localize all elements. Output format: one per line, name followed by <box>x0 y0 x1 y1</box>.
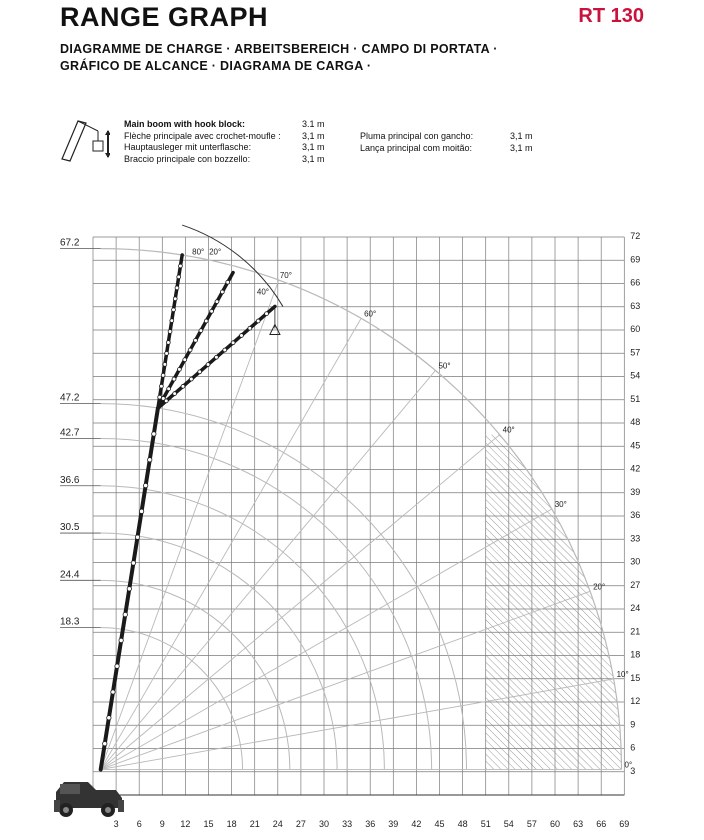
jib-node <box>231 341 235 345</box>
y-tick-label: 45 <box>630 440 641 451</box>
y-tick-label: 63 <box>630 300 641 311</box>
x-tick-label: 27 <box>295 819 306 829</box>
angle-label: 0° <box>624 760 633 770</box>
main-boom-node <box>103 741 107 745</box>
y-tick-label: 72 <box>630 231 641 241</box>
y-tick-label: 18 <box>630 649 641 660</box>
y-tick-label: 36 <box>630 510 641 520</box>
jib-node <box>210 309 214 313</box>
main-boom-node <box>127 587 131 591</box>
jib-node <box>165 352 169 356</box>
angle-ray <box>101 509 552 769</box>
angle-label: 30° <box>554 500 567 510</box>
angle-ray <box>101 370 436 769</box>
page-title: RANGE GRAPH <box>60 2 269 32</box>
y-tick-label: 12 <box>630 696 641 706</box>
legend-value: 3,1 m <box>302 153 325 164</box>
jib-node <box>226 280 230 284</box>
legend-value: 3,1 m <box>510 131 533 141</box>
main-boom-node <box>123 612 127 616</box>
y-tick-label: 54 <box>630 370 641 381</box>
jib-node <box>172 377 176 381</box>
legend-label: Pluma principal con gancho: <box>360 131 474 141</box>
x-tick-label: 54 <box>503 819 514 829</box>
legend-label: Main boom with hook block: <box>124 119 245 129</box>
x-tick-label: 21 <box>249 819 260 829</box>
jib-node <box>189 377 193 381</box>
jib-node <box>183 358 187 362</box>
jib-node <box>173 392 177 396</box>
x-tick-label: 15 <box>203 819 214 829</box>
x-tick-label: 45 <box>434 819 445 829</box>
main-boom-node <box>107 716 111 720</box>
jib-node <box>170 319 174 323</box>
x-tick-label: 60 <box>549 819 561 829</box>
y-tick-label: 27 <box>630 579 641 590</box>
y-tick-label: 15 <box>630 672 641 683</box>
x-tick-label: 48 <box>457 819 468 829</box>
angle-label: 70° <box>279 271 292 281</box>
x-tick-label: 57 <box>526 819 537 829</box>
y-tick-label: 48 <box>630 417 641 427</box>
x-tick-label: 33 <box>342 819 353 829</box>
y-tick-label: 60 <box>630 324 641 334</box>
jib-offset-label: 40° <box>256 287 270 297</box>
legend-label: Lança principal com moitão: <box>360 142 473 153</box>
boom-length-label: 24.4 <box>60 569 80 581</box>
y-tick-label: 30 <box>630 556 641 567</box>
jib-offset-label: 20° <box>209 247 222 257</box>
angle-label: 80° <box>192 247 205 257</box>
x-tick-label: 36 <box>365 819 376 829</box>
main-boom-node <box>148 458 152 462</box>
jib-node <box>173 297 177 301</box>
y-tick-label: 24 <box>630 603 641 613</box>
boom-length-label: 18.3 <box>60 616 80 628</box>
boom-length-label: 30.5 <box>60 522 80 534</box>
jib-node <box>168 330 172 334</box>
y-tick-label: 57 <box>630 347 641 358</box>
legend-value: 3,1 m <box>302 130 325 141</box>
y-tick-label: 66 <box>630 277 641 288</box>
y-tick-label: 69 <box>630 254 641 265</box>
legend-value: 3,1 m <box>510 142 533 153</box>
x-tick-label: 63 <box>573 819 584 829</box>
jib-node <box>159 384 163 388</box>
jib-node <box>172 308 176 312</box>
main-boom-node <box>135 535 139 539</box>
jib-node <box>179 264 183 268</box>
x-tick-label: 39 <box>388 819 399 829</box>
main-boom-node <box>111 690 115 694</box>
angle-label: 50° <box>438 361 451 371</box>
jib-node <box>265 312 269 316</box>
jib-node <box>204 319 208 323</box>
y-tick-label: 21 <box>630 626 641 637</box>
jib-node <box>198 370 202 374</box>
jib-node <box>214 355 218 359</box>
boom-length-label: 67.2 <box>60 237 80 249</box>
subtitle-line-1: DIAGRAMME DE CHARGE · ARBEITSBEREICH · CAMPO DI PORTATA · <box>60 42 498 56</box>
jib-node <box>167 387 171 391</box>
jib-node <box>188 348 192 352</box>
jib-node <box>194 338 198 342</box>
boom-length-label: 42.7 <box>60 427 80 439</box>
model-name: RT 130 <box>578 5 644 27</box>
jib-node <box>220 290 224 294</box>
jib-node <box>256 319 260 323</box>
boom-length-label: 36.6 <box>60 474 80 486</box>
x-tick-label: 51 <box>480 819 491 829</box>
jib-node <box>215 300 219 304</box>
main-boom-node <box>115 664 119 668</box>
y-tick-label: 6 <box>630 742 636 753</box>
jib-node <box>181 384 185 388</box>
legend-label: Hauptausleger mit unterflasche: <box>124 142 252 152</box>
jib-node <box>177 367 181 371</box>
jib-node <box>161 373 165 377</box>
y-tick-label: 39 <box>630 486 641 497</box>
jib-node <box>177 275 181 279</box>
main-boom-node <box>119 638 123 642</box>
x-tick-label: 66 <box>596 819 607 829</box>
x-tick-label: 6 <box>136 819 142 829</box>
y-tick-label: 51 <box>630 393 641 404</box>
legend-value: 3.1 m <box>302 119 325 129</box>
angle-label: 10° <box>616 669 629 679</box>
x-tick-label: 9 <box>159 819 165 829</box>
main-boom-node <box>143 483 147 487</box>
main-boom-node <box>139 509 143 513</box>
jib-node <box>175 286 179 290</box>
y-tick-label: 3 <box>630 765 636 776</box>
main-boom-node <box>131 561 135 565</box>
x-tick-label: 30 <box>318 819 330 829</box>
crane-icon <box>54 782 124 817</box>
x-tick-label: 3 <box>113 819 119 829</box>
jib-node <box>199 329 203 333</box>
jib-node <box>163 362 167 366</box>
boom-length-label: 47.2 <box>60 392 80 404</box>
y-tick-label: 9 <box>630 719 636 730</box>
y-tick-label: 42 <box>630 463 641 474</box>
legend-value: 3,1 m <box>302 142 325 152</box>
y-tick-label: 33 <box>630 533 641 544</box>
x-tick-label: 69 <box>619 819 630 829</box>
x-tick-label: 12 <box>180 819 191 829</box>
x-tick-label: 18 <box>226 819 237 829</box>
angle-label: 20° <box>593 582 606 592</box>
jib-node <box>166 341 170 345</box>
subtitle-line-2: GRÁFICO DE ALCANCE · DIAGRAMA DE CARGA · <box>60 59 372 73</box>
jib-node <box>248 326 252 330</box>
jib-node <box>240 334 244 338</box>
x-tick-label: 42 <box>411 819 422 829</box>
angle-label: 40° <box>502 425 515 435</box>
angle-label: 60° <box>364 309 377 319</box>
jib-node <box>164 399 168 403</box>
x-tick-label: 24 <box>272 819 283 829</box>
jib-node <box>206 363 210 367</box>
main-boom-node <box>152 432 156 436</box>
legend-label: Flèche principale avec crochet-moufle : <box>124 130 281 141</box>
jib-node <box>223 348 227 352</box>
legend-label: Braccio principale con bozzello: <box>124 153 251 164</box>
